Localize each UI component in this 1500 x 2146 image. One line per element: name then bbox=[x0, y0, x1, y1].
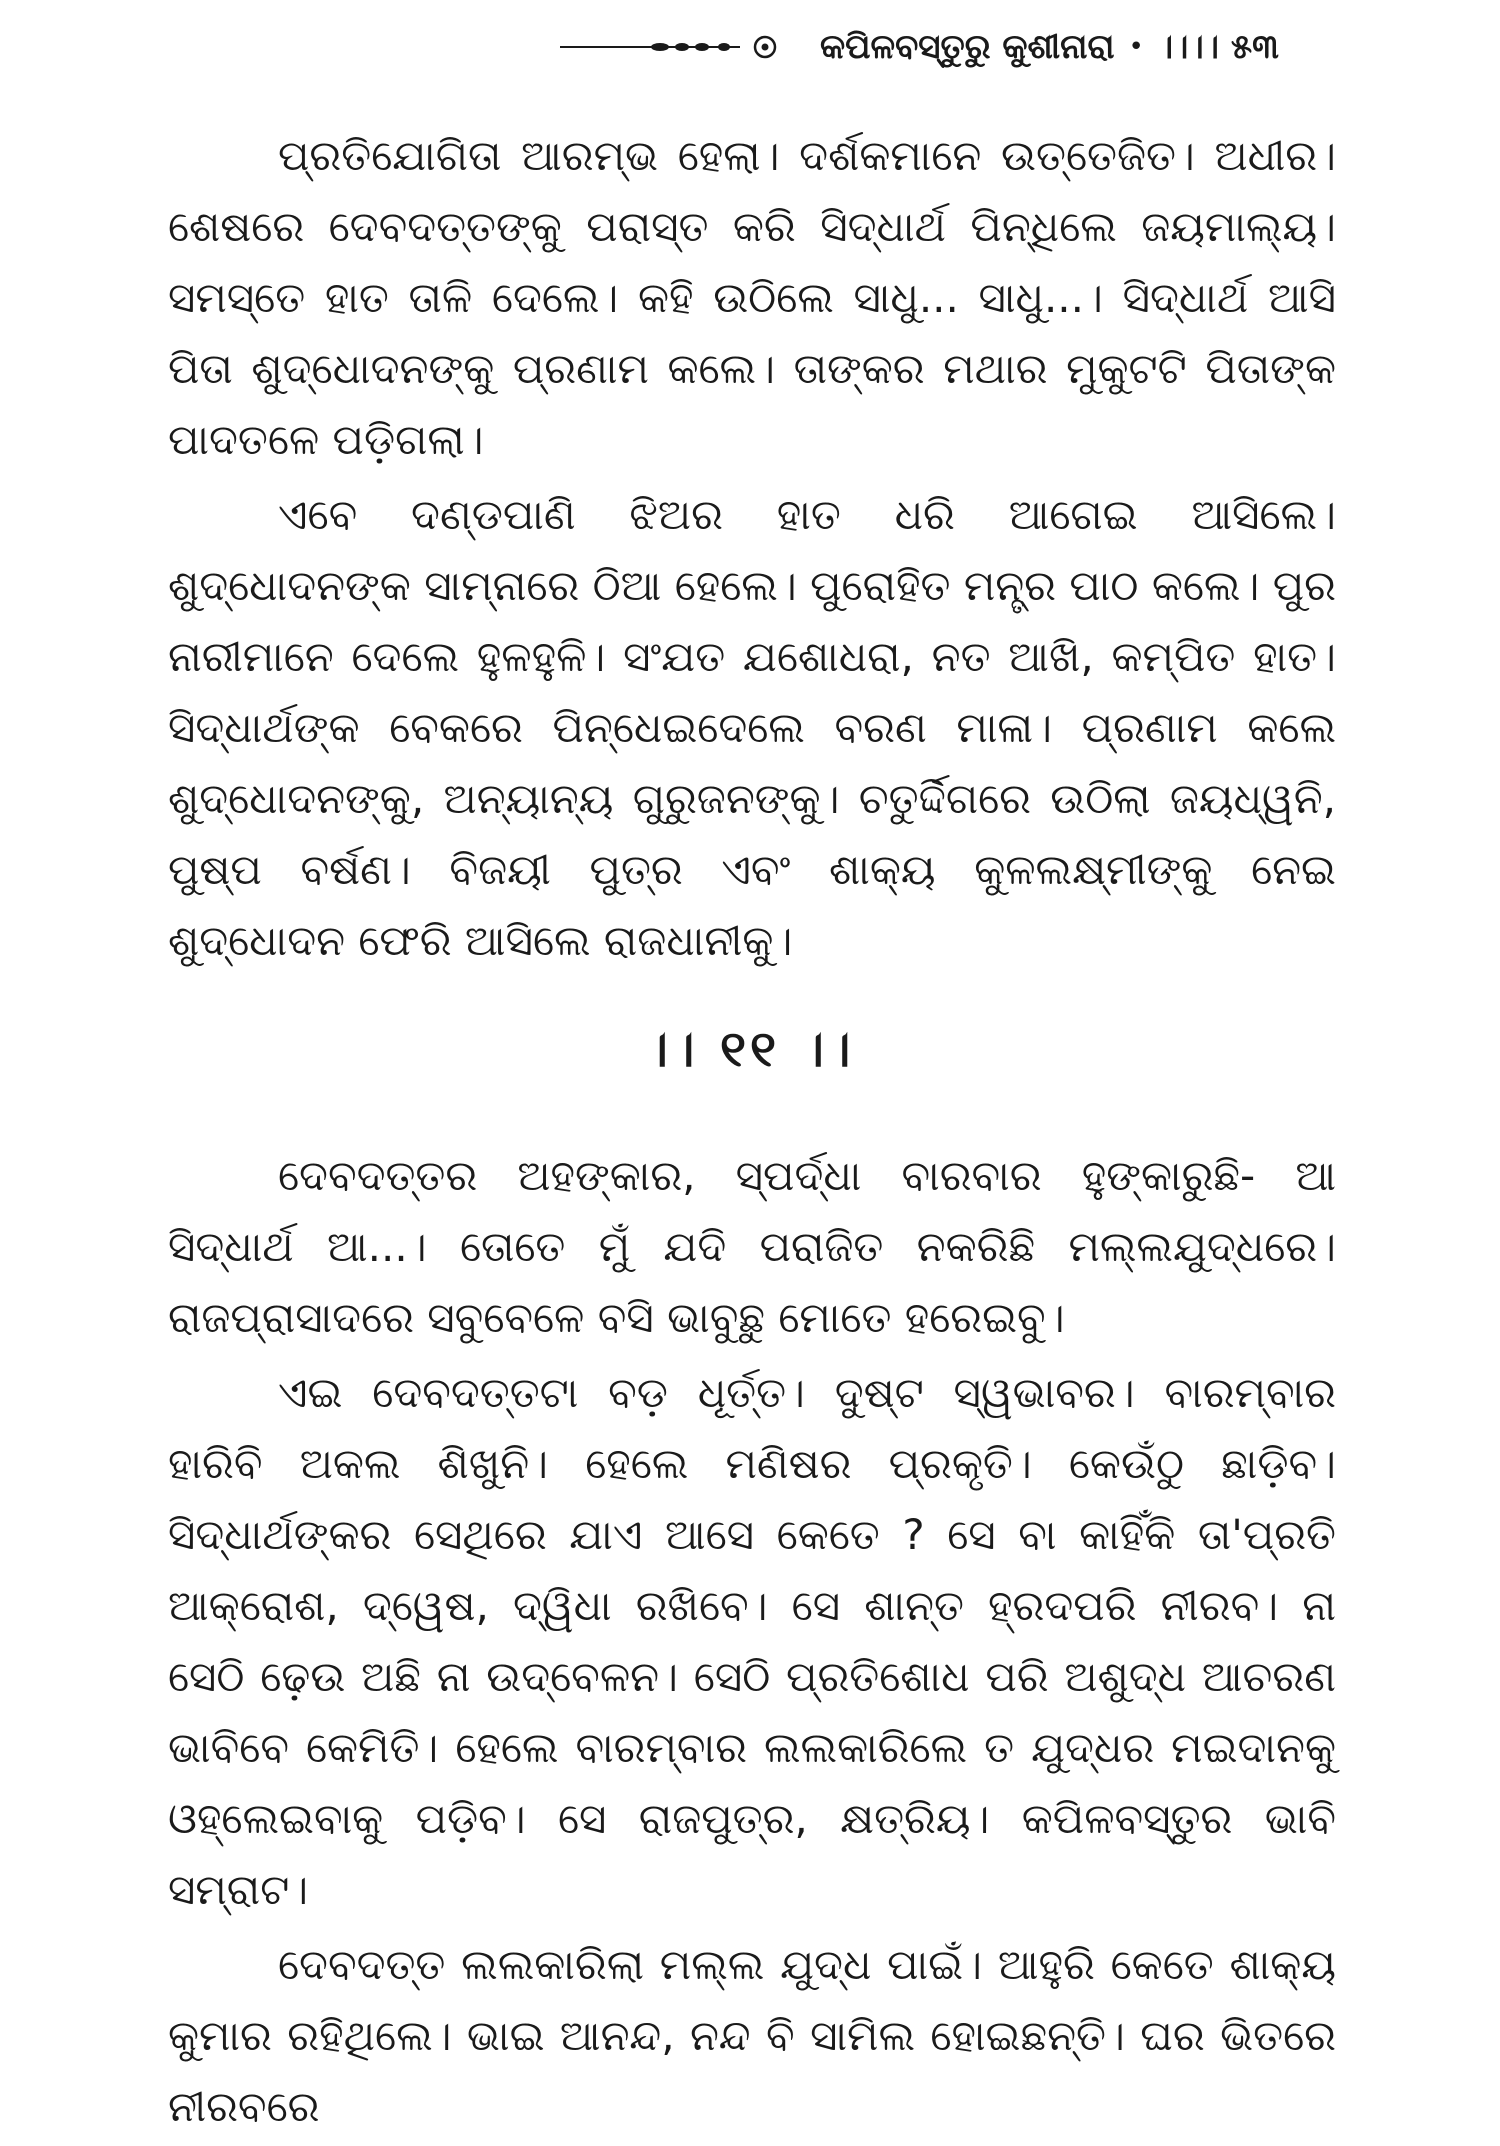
paragraph: ଦେବଦତ୍ତର ଅହଙ୍କାର, ସ୍ପର୍ଦ୍ଧା ବାରବାର ହୁଙ୍କାରୁଛି- ଆ ସିଦ୍ଧାର୍ଥ ଆ...। ତୋତେ ମୁଁ ଯଦି ପରାଜିତ ନକରିଛି ମଲ୍ଲଯୁଦ୍ଧରେ। ରାଜପ୍ରାସାଦରେ ସବୁବେଳେ ବସି ଭାବୁଛୁ ମୋତେ ହରେଇବୁ। bbox=[168, 1151, 1336, 1342]
paragraph: ପ୍ରତିଯୋଗିତା ଆରମ୍ଭ ହେଲା। ଦର୍ଶକମାନେ ଉତ୍ତେଜିତ। ଅଧୀର। ଶେଷରେ ଦେବଦତ୍ତଙ୍କୁ ପରାସ୍ତ କରି ସିଦ୍ଧାର୍ଥ ପିନ୍ଧିଲେ ଜୟମାଲ୍ୟ। ସମସ୍ତେ ହାତ ତାଳି ଦେଲେ। କହି ଉଠିଲେ ସାଧୁ... ସାଧୁ...। ସିଦ୍ଧାର୍ଥ ଆସି ପିତା ଶୁଦ୍ଧୋଦନଙ୍କୁ ପ୍ରଣାମ କଲେ। ତାଙ୍କର ମଥାର ମୁକୁଟଟି ପିତାଙ୍କ ପାଦତଳେ ପଡ଼ିଗଲା। bbox=[168, 131, 1336, 464]
decorative-rule-icon bbox=[560, 32, 790, 62]
paragraph: ଏବେ ଦଣ୍ଡପାଣି ଝିଅର ହାତ ଧରି ଆଗେଇ ଆସିଲେ। ଶୁଦ୍ଧୋଦନଙ୍କ ସାମ୍ନାରେ ଠିଆ ହେଲେ। ପୁରୋହିତ ମନ୍ତ୍ର ପାଠ କଲେ। ପୁର ନାରୀମାନେ ଦେଲେ ହୁଳହୁଳି। ସଂଯତ ଯଶୋଧରା, ନତ ଆଖି, କମ୍ପିତ ହାତ। ସିଦ୍ଧାର୍ଥଙ୍କ ବେକରେ ପିନ୍ଧେଇଦେଲେ ବରଣ ମାଳା। ପ୍ରଣାମ କଲେ ଶୁଦ୍ଧୋଦନଙ୍କୁ, ଅନ୍ୟାନ୍ୟ ଗୁରୁଜନଙ୍କୁ। ଚତୁର୍ଦ୍ଦିଗରେ ଉଠିଲା ଜୟଧ୍ୱନି, ପୁଷ୍ପ ବର୍ଷଣ। ବିଜୟୀ ପୁତ୍ର ଏବଂ ଶାକ୍ୟ କୁଳଲକ୍ଷ୍ମୀଙ୍କୁ ନେଇ ଶୁଦ୍ଧୋଦନ ଫେରି ଆସିଲେ ରାଜଧାନୀକୁ। bbox=[168, 490, 1336, 965]
page-number: ।।।। ୫୩ bbox=[1157, 27, 1279, 67]
section-2-text bbox=[168, 1140, 1336, 2146]
paragraph: ଏଇ ଦେବଦତ୍ତଟା ବଡ଼ ଧୂର୍ତ୍ତ। ଦୁଷ୍ଟ ସ୍ୱଭାବର। ବାରମ୍ବାର ହାରିବି ଅକଲ ଶିଖୁନି। ହେଲେ ମଣିଷର ପ୍ରକୃତି। କେଉଁଠୁ ଛାଡ଼ିବ। ସିଦ୍ଧାର୍ଥଙ୍କର ସେଥିରେ ଯାଏ ଆସେ କେତେ ? ସେ ବା କାହିଁକି ତା'ପ୍ରତି ଆକ୍ରୋଶ, ଦ୍ୱେଷ, ଦ୍ୱିଧା ରଖିବେ। ସେ ଶାନ୍ତ ହ୍ରଦପରି ନୀରବ। ନା ସେଠି ଢ଼େଉ ଅଛି ନା ଉଦ୍‌ବେଳନ। ସେଠି ପ୍ରତିଶୋଧ ପରି ଅଶୁଦ୍ଧ ଆଚରଣ ଭାବିବେ କେମିତି। ହେଲେ ବାରମ୍ବାର ଲଲକାରିଲେ ତ ଯୁଦ୍ଧର ମଇଦାନକୁ ଓହ୍ଲେଇବାକୁ ପଡ଼ିବ। ସେ ରାଜପୁତ୍ର, କ୍ଷତ୍ରିୟ। କପିଳବସ୍ତୁର ଭାବି ସମ୍ରାଟ। bbox=[168, 1368, 1336, 1914]
running-title: କପିଳବସ୍ତୁରୁ କୁଶୀନାରା bbox=[820, 27, 1115, 67]
section-1-text bbox=[168, 120, 1336, 980]
chapter-heading: ।। ୧୧ ।। bbox=[645, 1020, 855, 1078]
header-separator: • bbox=[1128, 32, 1144, 62]
running-header bbox=[560, 22, 1350, 72]
paragraph: ଦେବଦତ୍ତ ଲଲକାରିଲା ମଲ୍ଲ ଯୁଦ୍ଧ ପାଇଁ। ଆହୁରି କେତେ ଶାକ୍ୟ କୁମାର ରହିଥିଲେ। ଭାଇ ଆନନ୍ଦ, ନନ୍ଦ ବି ସାମିଲ ହୋଇଛନ୍ତି। ଘର ଭିତରେ ନୀରବରେ bbox=[168, 1940, 1336, 2131]
